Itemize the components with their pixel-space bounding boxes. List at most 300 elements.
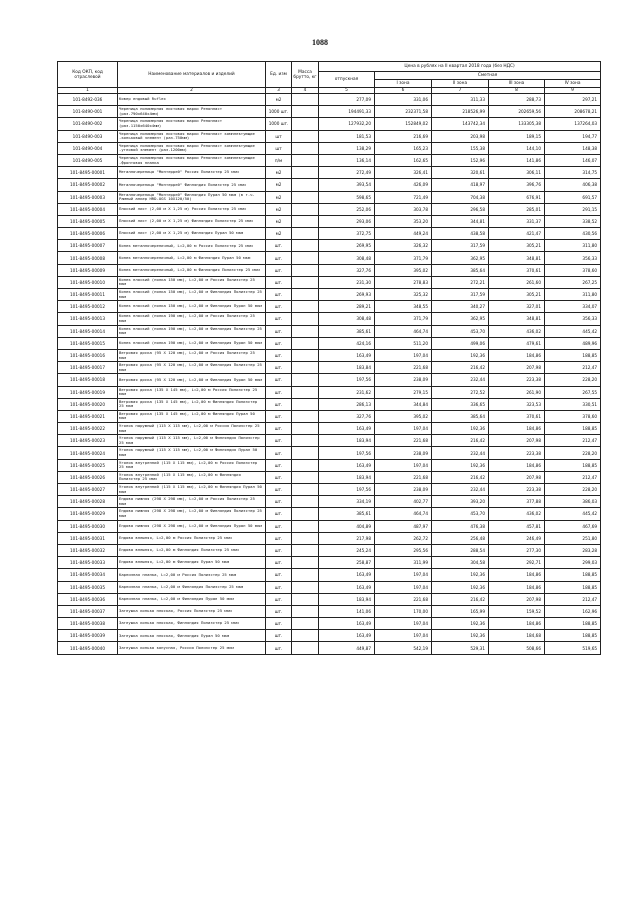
item-name: Плоский лист (2,00 м Х 1,25 м) Финляндия Полиэстер 25 мкм [118,215,266,227]
zone-2-price: 232,44 [432,374,489,386]
release-price: 293,06 [319,215,375,227]
zone-3-price: 207,98 [489,362,545,374]
item-unit: шт. [266,484,292,496]
item-mass [292,203,319,215]
item-mass [292,618,319,630]
item-mass [292,410,319,422]
zone-2-price: 438,58 [432,228,489,240]
table-body [58,94,601,655]
zone-1-price: 197,04 [375,630,432,642]
item-name: Черепица полимерная листовая марки Ренопласт комплектующие -фронтовая планка [118,154,266,166]
release-price: 217,98 [319,532,375,544]
zone-4-price: 330,51 [545,398,601,410]
zone-2-price: 476,38 [432,520,489,532]
zone-3-price: 144,10 [489,142,545,154]
table-row [58,325,601,337]
item-code: 101-8495-00016 [58,349,118,361]
item-code: 101-8495-00035 [58,581,118,593]
zone-4-price: 188,85 [545,423,601,435]
item-unit: шт. [266,362,292,374]
zone-4-price: 430,56 [545,228,601,240]
item-code: 101-8495-00004 [58,203,118,215]
item-name: Металлочерепица "Монтеррей" Финляндия Пурал 50 мкм (в т.ч. Рамный анкер HRD-UGS 10Х120/50) [118,191,266,203]
zone-4-price: 146,07 [545,154,601,166]
item-mass [292,605,319,617]
zone-1-price: 487,97 [375,520,432,532]
item-unit: шт. [266,618,292,630]
item-code: 101-8495-00015 [58,337,118,349]
table-row [58,484,601,496]
item-code: 101-8495-00008 [58,252,118,264]
zone-3-price: 184,86 [489,423,545,435]
release-price: 163,49 [319,349,375,361]
header-price-group: Цена в рублях на II квартал 2018 года (без НДС) [319,62,601,72]
item-mass [292,264,319,276]
zone-2-price: 453,70 [432,325,489,337]
item-unit: шт [266,130,292,142]
item-code: 101-8495-00037 [58,605,118,617]
item-unit: шт. [266,289,292,301]
zone-2-price: 336,65 [432,398,489,410]
item-mass [292,276,319,288]
zone-1-price: 464,74 [375,508,432,520]
table-row [58,215,601,227]
zone-3-price: 184,86 [489,581,545,593]
zone-3-price: 305,21 [489,289,545,301]
table-row [58,435,601,447]
item-name: Конек плоский (полка 150 мм), L=2,00 м Финляндия Пурал 50 мкм [118,301,266,313]
item-code: 101-8495-00024 [58,447,118,459]
item-code: 101-8495-00002 [58,179,118,191]
item-unit: шт. [266,630,292,642]
item-mass [292,386,319,398]
release-price: 138,29 [319,142,375,154]
item-code: 101-8495-00039 [58,630,118,642]
release-price: 181,53 [319,130,375,142]
item-name: Металлочерепица "Монтеррей" Россия Полиэстер 25 мкм [118,167,266,179]
header-mass: Масса брутто, кг [292,62,319,88]
zone-4-price: 228,20 [545,374,601,386]
item-code: 101-8490-003 [58,130,118,142]
zone-1-price: 395,02 [375,264,432,276]
item-mass [292,289,319,301]
item-code: 101-8495-00033 [58,557,118,569]
item-unit: шт. [266,325,292,337]
zone-4-price: 228,20 [545,484,601,496]
item-unit: шт. [266,459,292,471]
zone-1-price: 426,09 [375,179,432,191]
zone-2-price: 340,27 [432,301,489,313]
table-row [58,410,601,422]
table-row [58,593,601,605]
table-row [58,532,601,544]
item-name: Карнизная планка, L=2,00 м Финляндия Пурал 50 мкм [118,593,266,605]
release-price: 231,30 [319,276,375,288]
item-mass [292,557,319,569]
item-mass [292,325,319,337]
table-row [58,544,601,556]
zone-1-price: 197,04 [375,459,432,471]
zone-1-price: 395,02 [375,410,432,422]
zone-4-price: 378,60 [545,264,601,276]
zone-3-price: 207,98 [489,593,545,605]
zone-1-price: 311,99 [375,557,432,569]
zone-1-price: 170,00 [375,605,432,617]
zone-3-price: 261,90 [489,386,545,398]
zone-1-price: 221,68 [375,471,432,483]
zone-4-price: 208678,21 [545,106,601,118]
item-name: Металлочерепица "Монтеррей" Финляндия Полиэстер 25 мкм [118,179,266,191]
item-name: Ветровая доска (135 Х 145 мм), L=2,00 м Россия Полиэстер 25 мкм [118,386,266,398]
item-unit: м2 [266,203,292,215]
table-row [58,289,601,301]
item-unit: 1000 шт. [266,106,292,118]
item-code: 101-8495-00010 [58,276,118,288]
item-mass [292,106,319,118]
release-price: 183,84 [319,362,375,374]
item-mass [292,581,319,593]
table-row [58,557,601,569]
zone-1-price: 511,20 [375,337,432,349]
zone-3-price: 285,01 [489,203,545,215]
zone-4-price: 311,80 [545,240,601,252]
header-code: Код ОКП, код отраслевой [58,62,118,88]
release-price: 163,49 [319,423,375,435]
item-code: 101-8495-00032 [58,544,118,556]
item-unit: шт. [266,313,292,325]
table-row [58,252,601,264]
release-price: 136,14 [319,154,375,166]
zone-2-price: 152,96 [432,154,489,166]
item-name: Уголок наружный (115 Х 115 мм), L=2,00 м Россия Полиэстер 25 мкм [118,423,266,435]
zone-1-price: 295,56 [375,544,432,556]
item-unit: шт. [266,447,292,459]
item-name: Черепица полимерная листовая марки Ренопласт комплектующие -коньковый элемент (раз.750мм) [118,130,266,142]
zone-1-price: 344,84 [375,398,432,410]
item-code: 101-8495-00014 [58,325,118,337]
item-code: 101-8495-00040 [58,642,118,654]
zone-2-price: 304,58 [432,557,489,569]
item-name: Конек металлочерепичный, L=2,00 м Финляндия Полиэстер 25 мкм [118,264,266,276]
zone-1-price: 238,09 [375,447,432,459]
col-number: 9 [545,88,601,94]
zone-3-price: 370,61 [489,410,545,422]
zone-3-price: 159,52 [489,605,545,617]
zone-3-price: 421,47 [489,228,545,240]
item-unit: шт. [266,435,292,447]
zone-1-price: 238,09 [375,484,432,496]
zone-1-price: 326,41 [375,167,432,179]
item-unit: шт. [266,337,292,349]
zone-4-price: 445,42 [545,508,601,520]
item-name: Конек металлочерепичный, L=2,00 м Финляндия Пурал 50 мкм [118,252,266,264]
zone-2-price: 232,44 [432,447,489,459]
item-name: Ковер ендовый Ruflex [118,94,266,106]
release-price: 163,49 [319,618,375,630]
zone-4-price: 338,52 [545,215,601,227]
table-row [58,118,601,130]
header-zone-4: IV зона [545,80,601,88]
item-mass [292,337,319,349]
item-code: 101-8495-00012 [58,301,118,313]
zone-3-price: 261,60 [489,276,545,288]
item-unit: 1000 шт. [266,118,292,130]
item-mass [292,520,319,532]
release-price: 372,75 [319,228,375,240]
col-number: 8 [489,88,545,94]
zone-2-price: 344,81 [432,215,489,227]
table-row [58,605,601,617]
release-price: 252,06 [319,203,375,215]
zone-3-price: 292,71 [489,557,545,569]
zone-4-price: 188,85 [545,581,601,593]
item-name: Конек плоский (полка 150 мм), L=2,00 м Финляндия Полиэстер 25 мкм [118,289,266,301]
zone-3-price: 207,98 [489,471,545,483]
release-price: 327,76 [319,264,375,276]
zone-2-price: 192,36 [432,349,489,361]
item-unit: шт. [266,593,292,605]
zone-3-price: 306,11 [489,167,545,179]
release-price: 289,21 [319,301,375,313]
zone-3-price: 377,88 [489,496,545,508]
item-name: Заглушка конька плоская, Россия Полиэстер 25 мкм [118,605,266,617]
item-mass [292,349,319,361]
zone-3-price: 184,86 [489,618,545,630]
item-mass [292,423,319,435]
col-number: 2 [118,88,266,94]
item-unit: шт. [266,496,292,508]
zone-4-price: 267,55 [545,386,601,398]
zone-4-price: 519,65 [545,642,601,654]
zone-2-price: 288,54 [432,544,489,556]
item-mass [292,94,319,106]
zone-2-price: 216,42 [432,471,489,483]
item-code: 101-8495-00017 [58,362,118,374]
release-price: 183,94 [319,435,375,447]
table-header [58,62,601,94]
zone-3-price: 133305,38 [489,118,545,130]
item-unit: шт. [266,252,292,264]
item-code: 101-8495-00029 [58,508,118,520]
zone-3-price: 479,61 [489,337,545,349]
item-code: 101-8495-00022 [58,423,118,435]
item-mass [292,544,319,556]
zone-1-price: 325,32 [375,289,432,301]
zone-1-price: 449,24 [375,228,432,240]
item-name: Ендова нижняя (298 Х 298 мм), L=2,00 м Финляндия Пурал 50 мкм [118,520,266,532]
zone-2-price: 385,64 [432,410,489,422]
item-mass [292,154,319,166]
item-unit: шт. [266,557,292,569]
release-price: 245,24 [319,544,375,556]
zone-1-price: 221,68 [375,435,432,447]
item-name: Конек плоский (полка 190 мм), L=2,00 м Россия Полиэстер 25 мкм [118,313,266,325]
col-number: 4 [292,88,319,94]
item-name: Конек плоский (полка 190 мм), L=2,00 м Финляндия Пурал 50 мкм [118,337,266,349]
item-mass [292,301,319,313]
release-price: 308,48 [319,313,375,325]
table-row [58,496,601,508]
zone-2-price: 232,44 [432,484,489,496]
item-unit: шт. [266,605,292,617]
item-mass [292,593,319,605]
zone-3-price: 207,98 [489,435,545,447]
zone-3-price: 508,66 [489,642,545,654]
zone-1-price: 353,20 [375,215,432,227]
zone-1-price: 542,19 [375,642,432,654]
item-unit: м2 [266,191,292,203]
release-price: 277,09 [319,94,375,106]
zone-4-price: 356,33 [545,252,601,264]
table-row [58,581,601,593]
zone-2-price: 218526,99 [432,106,489,118]
zone-3-price: 202659,56 [489,106,545,118]
zone-4-price: 212,47 [545,435,601,447]
table-row [58,179,601,191]
zone-3-price: 370,61 [489,264,545,276]
item-unit: шт. [266,386,292,398]
zone-3-price: 436,02 [489,508,545,520]
item-code: 101-8495-00013 [58,313,118,325]
item-code: 101-8495-00003 [58,191,118,203]
zone-3-price: 396,76 [489,179,545,191]
table-row [58,618,601,630]
item-name: Ендова нижняя (298 Х 298 мм), L=2,00 м Россия Полиэстер 25 мкм [118,496,266,508]
zone-3-price: 277,30 [489,544,545,556]
zone-2-price: 317,59 [432,240,489,252]
zone-1-price: 402,77 [375,496,432,508]
zone-2-price: 362,95 [432,313,489,325]
table-row [58,508,601,520]
item-name: Ендова внешняя, L=2,00 м Финляндия Полиэстер 25 мкм [118,544,266,556]
release-price: 385,61 [319,325,375,337]
table-row [58,447,601,459]
table-row [58,154,601,166]
release-price: 197,56 [319,374,375,386]
release-price: 194491,33 [319,106,375,118]
zone-2-price: 418,97 [432,179,489,191]
table-row [58,240,601,252]
item-code: 101-8495-00006 [58,228,118,240]
zone-1-price: 197,04 [375,423,432,435]
item-mass [292,459,319,471]
release-price: 269,93 [319,289,375,301]
zone-4-price: 212,47 [545,471,601,483]
table-row [58,630,601,642]
table-row [58,276,601,288]
zone-1-price: 165,23 [375,142,432,154]
zone-2-price: 272,21 [432,276,489,288]
item-code: 101-8495-00009 [58,264,118,276]
item-unit: шт. [266,398,292,410]
table-row [58,398,601,410]
zone-2-price: 393,20 [432,496,489,508]
zone-2-price: 272,52 [432,386,489,398]
zone-3-price: 676,91 [489,191,545,203]
zone-2-price: 165,99 [432,605,489,617]
zone-4-price: 188,85 [545,349,601,361]
zone-1-price: 216,69 [375,130,432,142]
zone-4-price: 188,85 [545,630,601,642]
item-mass [292,142,319,154]
table-row [58,167,601,179]
item-unit: шт. [266,349,292,361]
table-row [58,349,601,361]
table-row [58,520,601,532]
item-name: Уголок внутренний (115 Х 115 мм), L=2,00 м Финляндия Пурал 50 мкм [118,484,266,496]
release-price: 163,49 [319,459,375,471]
table-row [58,423,601,435]
item-name: Заглушка конька конусная, Россия Полиэстер 25 мкм [118,642,266,654]
release-price: 269,95 [319,240,375,252]
zone-1-price: 371,79 [375,313,432,325]
item-code: 101-8495-00019 [58,386,118,398]
item-mass [292,179,319,191]
zone-2-price: 704,38 [432,191,489,203]
zone-3-price: 223,38 [489,447,545,459]
release-price: 231,62 [319,386,375,398]
zone-4-price: 251,80 [545,532,601,544]
zone-3-price: 331,37 [489,215,545,227]
zone-3-price: 189,15 [489,130,545,142]
item-mass [292,313,319,325]
zone-1-price: 326,32 [375,240,432,252]
item-mass [292,130,319,142]
item-name: Черепица полимерная листовая марки Ренопласт комплектующие -угловой элемент (раз.1200мм) [118,142,266,154]
zone-2-price: 453,70 [432,508,489,520]
zone-2-price: 192,36 [432,569,489,581]
item-unit: шт. [266,264,292,276]
zone-1-price: 238,09 [375,374,432,386]
item-unit: шт. [266,520,292,532]
table-row [58,264,601,276]
item-mass [292,362,319,374]
zone-2-price: 192,36 [432,459,489,471]
release-price: 163,49 [319,569,375,581]
item-unit: шт. [266,423,292,435]
item-code: 101-8490-005 [58,154,118,166]
table-row [58,569,601,581]
item-code: 101-8495-00020 [58,398,118,410]
table-row [58,301,601,313]
item-unit: шт. [266,240,292,252]
zone-4-price: 188,85 [545,569,601,581]
item-name: Ветровая доска (95 Х 120 мм), L=2,00 м Финляндия Пурал 50 мкм [118,374,266,386]
item-name: Ендова внешняя, L=2,00 м Россия Полиэстер 25 мкм [118,532,266,544]
item-code: 101-8495-00021 [58,410,118,422]
release-price: 197,56 [319,447,375,459]
col-number: 7 [432,88,489,94]
item-mass [292,484,319,496]
zone-2-price: 256,48 [432,532,489,544]
zone-2-price: 320,61 [432,167,489,179]
zone-1-price: 197,04 [375,349,432,361]
item-name: Уголок наружный (115 Х 115 мм), L=2,00 м Финляндия Полиэстер 25 мкм [118,435,266,447]
zone-2-price: 192,36 [432,423,489,435]
zone-1-price: 464,74 [375,325,432,337]
zone-3-price: 184,86 [489,569,545,581]
item-unit: м2 [266,94,292,106]
table-row [58,459,601,471]
item-name: Карнизная планка, L=2,00 м Финляндия Полиэстер 25 мкм [118,581,266,593]
zone-4-price: 212,47 [545,362,601,374]
zone-3-price: 327,01 [489,301,545,313]
zone-2-price: 192,36 [432,618,489,630]
zone-4-price: 489,96 [545,337,601,349]
item-unit: шт. [266,276,292,288]
item-mass [292,215,319,227]
zone-2-price: 317,59 [432,289,489,301]
